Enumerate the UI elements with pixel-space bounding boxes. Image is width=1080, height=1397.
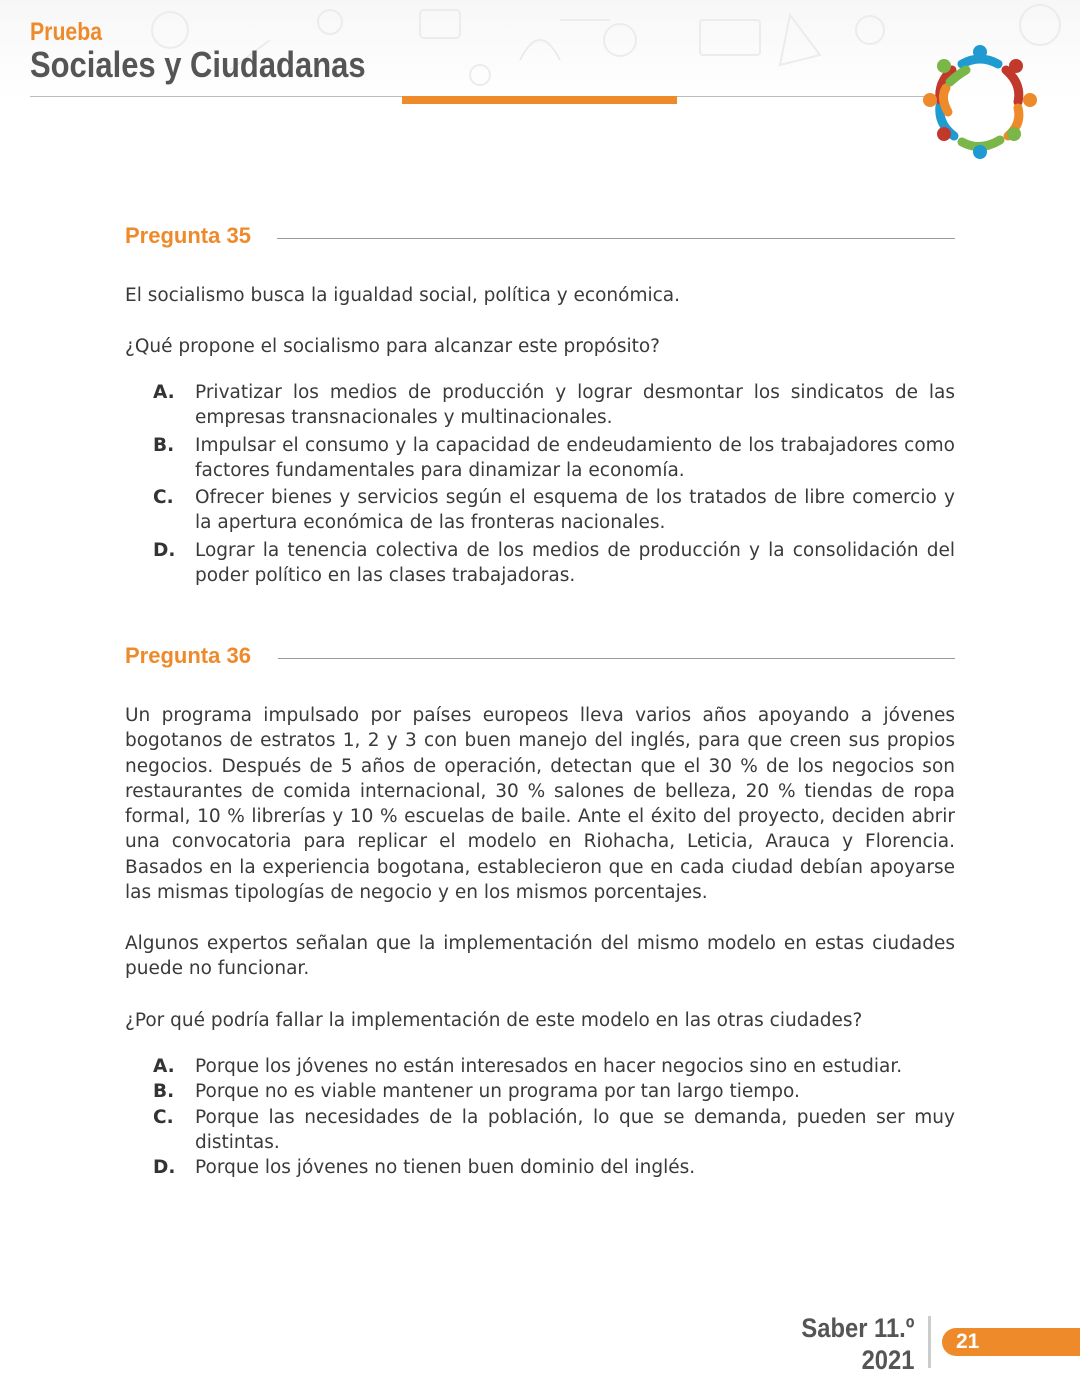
option-text: Porque los jóvenes no tienen buen dominio del inglés.	[195, 1157, 696, 1179]
answer-option-d[interactable]	[153, 538, 955, 589]
option-text: Porque las necesidades de la población, lo que se demanda, pueden ser muy distintas.	[195, 1106, 955, 1153]
answer-option-a[interactable]	[153, 1054, 955, 1079]
question-36-options	[153, 1054, 955, 1180]
people-circle-icon	[920, 42, 1040, 162]
answer-option-a[interactable]	[153, 380, 955, 431]
subject-title: Sociales y Ciudadanas	[30, 44, 366, 85]
option-text: Impulsar el consumo y la capacidad de endeudamiento de los trabajadores como factores fundamentales para dinamizar la economía.	[195, 434, 955, 481]
option-letter: B.	[153, 1081, 175, 1103]
question-35-title: Pregunta 35	[125, 223, 251, 248]
question-36-statement: Algunos expertos señalan que la implementación del mismo modelo en estas ciudades puede no funcionar.	[125, 933, 955, 980]
option-letter: C.	[153, 487, 174, 509]
option-letter: A.	[153, 1056, 175, 1077]
option-letter: B.	[153, 434, 175, 456]
option-text: Porque los jóvenes no están interesados en hacer negocios sino en estudiar.	[195, 1056, 903, 1077]
option-text: Privatizar los medios de producción y lograr desmontar los sindicatos de las empresas transnacionales y multinacionales.	[195, 382, 955, 429]
question-35-options	[153, 380, 955, 590]
question-35-rule	[277, 238, 955, 239]
option-letter: C.	[153, 1106, 174, 1128]
exam-year: 2021	[861, 1345, 914, 1375]
footer-divider	[928, 1316, 931, 1368]
page-number: 21	[956, 1330, 980, 1353]
question-35-prompt: ¿Qué propone el socialismo para alcanzar este propósito?	[125, 336, 661, 357]
option-letter: D.	[153, 1157, 176, 1179]
option-text: Lograr la tenencia colectiva de los medios de producción y la consolidación del poder político en las clases trabajadoras.	[195, 539, 955, 587]
question-36-prompt: ¿Por qué podría fallar la implementación de este modelo en las otras ciudades?	[125, 1010, 863, 1031]
answer-option-c[interactable]	[153, 1105, 955, 1156]
answer-option-c[interactable]	[153, 485, 955, 536]
question-36-context: Un programa impulsado por países europeos lleva varios años apoyando a jóvenes bogotanos de estratos 1, 2 y 3 con buen manejo del inglés, para que creen sus propios negocios. Después de 5 años de operación, detectan que el 30 % de los negocios son restaurantes de comida internacional, 30 % salones de belleza, 20 % tiendas de ropa formal, 10 % librerías y 10 % escuelas de baile. Ante el éxito del proyecto, deciden abrir una convocatoria para replicar el modelo en Riohacha, Leticia, Arauca y Florencia. Basados en la experiencia bogotana, establecieron que en cada ciudad debían apoyarse las mismas tipologías de negocio y en los mismos porcentajes.	[125, 705, 955, 904]
option-text: Porque no es viable mantener un programa por tan largo tiempo.	[195, 1081, 800, 1103]
answer-option-b[interactable]	[153, 433, 955, 484]
option-text: Ofrecer bienes y servicios según el esquema de los tratados de libre comercio y la apertura económica de las fronteras nacionales.	[195, 487, 955, 534]
answer-option-d[interactable]	[153, 1155, 955, 1180]
exam-name: Saber 11.º	[800, 1313, 914, 1343]
question-35-statement: El socialismo busca la igualdad social, política y económica.	[125, 285, 681, 306]
header-accent-bar	[402, 96, 677, 104]
option-letter: D.	[153, 539, 176, 561]
answer-option-b[interactable]	[153, 1079, 955, 1104]
question-36-rule	[278, 658, 955, 659]
footer-exam-label	[801, 1312, 914, 1376]
section-label: Prueba	[30, 18, 103, 46]
option-letter: A.	[153, 382, 175, 403]
question-36-title: Pregunta 36	[125, 643, 251, 668]
